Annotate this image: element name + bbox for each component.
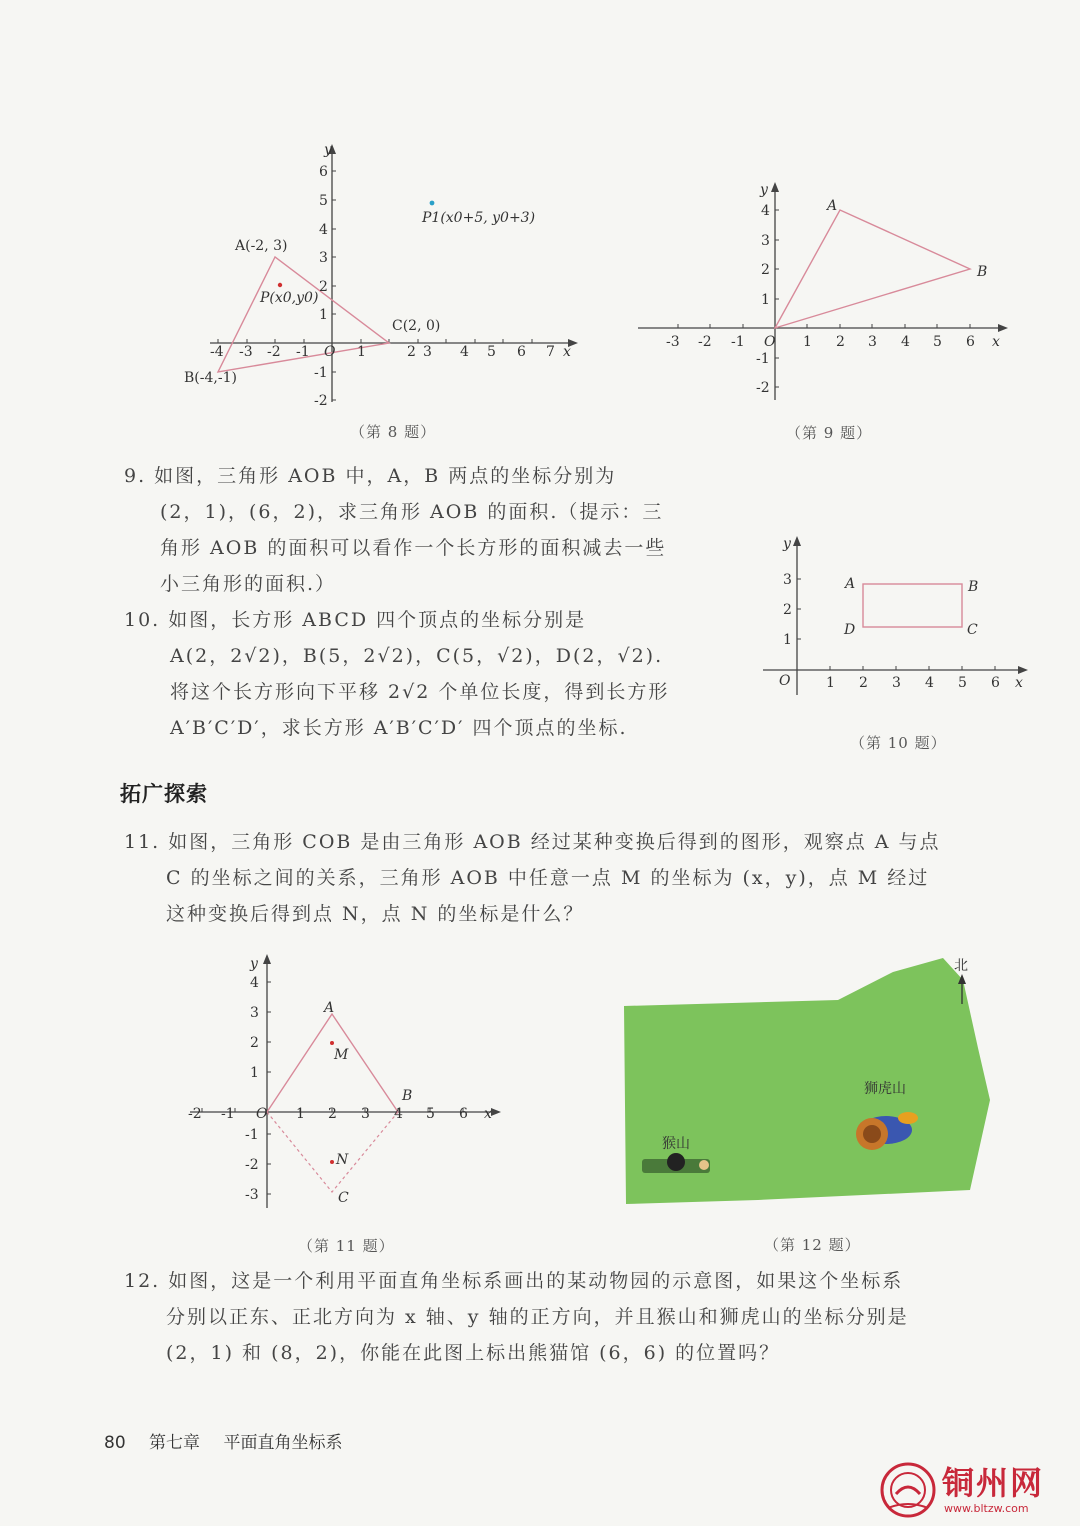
problem-11-line-3: 这种变换后得到点 N，点 N 的坐标是什么？ [166, 903, 585, 925]
fig9-label-a: A [827, 198, 838, 214]
fig8-xtick-6: 2 [407, 344, 416, 360]
fig8-xtick-3: -2 [267, 344, 281, 360]
fig11-xtick-5: 3 [361, 1106, 370, 1122]
fig10-xtick-2: 2 [859, 675, 868, 691]
fig11-ytick-2: 3 [250, 1005, 259, 1021]
fig10-xtick-6: 6 [991, 675, 1000, 691]
fig9-ytick-5: -1 [756, 351, 770, 367]
fig8-xtick-7: 3 [423, 344, 432, 360]
fig8-y-label: y [324, 142, 332, 158]
fig9-ytick-4: 1 [761, 292, 770, 308]
figure-8 [180, 140, 590, 410]
watermark-name: 铜州网 [942, 1464, 1045, 1502]
fig10-y-label: y [783, 536, 791, 552]
fig11-caption: （第 11 题） [298, 1237, 395, 1255]
fig10-xtick-5: 5 [958, 675, 967, 691]
fig10-x-label: x [1015, 675, 1023, 691]
problem-9-line-3: 角形 AOB 的面积可以看作一个长方形的面积减去一些 [160, 537, 667, 559]
fig11-ytick-5: -1 [245, 1127, 259, 1143]
fig10-label-d: D [844, 622, 856, 638]
fig9-ytick-1: 4 [761, 203, 770, 219]
problem-9-line-2: (2，1)，(6，2)，求三角形 AOB 的面积.（提示：三 [160, 501, 664, 523]
fig8-xtick-11: 7 [546, 344, 555, 360]
fig11-label-n: N [336, 1152, 349, 1168]
fig9-xtick-7: 4 [901, 334, 910, 350]
fig10-caption: （第 10 题） [850, 734, 947, 752]
problem-12-line-2: 分别以正东、正北方向为 x 轴、y 轴的正方向，并且猴山和狮虎山的坐标分别是 [166, 1306, 909, 1328]
figure-9 [630, 178, 1020, 404]
fig11-xtick-6: 4 [394, 1106, 403, 1122]
fig10-label-b: B [968, 579, 979, 595]
fig8-xtick-10: 6 [517, 344, 526, 360]
fig9-xtick-3: -1 [731, 334, 745, 350]
fig11-ytick-3: 2 [250, 1035, 259, 1051]
fig11-y-label: y [250, 956, 258, 972]
fig10-label-c: C [967, 622, 978, 638]
fig12-place-monkey: 猴山 [662, 1136, 690, 1152]
watermark-url: www.bltzw.com [944, 1502, 1029, 1515]
fig9-ytick-6: -2 [756, 380, 770, 396]
fig11-label-a: A [324, 1000, 335, 1016]
fig8-ytick-3: 4 [319, 222, 328, 238]
problem-11 [124, 824, 1044, 932]
fig9-y-label: y [760, 182, 768, 198]
fig11-label-b: B [402, 1088, 413, 1104]
fig8-label-b: B(-4,-1) [184, 370, 237, 386]
fig9-ytick-2: 3 [761, 233, 770, 249]
page-footer [104, 1428, 360, 1453]
fig10-ytick-2: 2 [783, 602, 792, 618]
fig11-x-label: x [484, 1106, 492, 1122]
figure-10 [755, 530, 1035, 700]
fig10-origin: O [779, 673, 791, 689]
problem-9-line-4: 小三角形的面积.） [160, 573, 337, 595]
watermark-logo-icon [878, 1460, 938, 1520]
fig8-ytick-5: 2 [319, 279, 328, 295]
problem-12 [124, 1263, 1044, 1371]
fig10-ytick-3: 1 [783, 632, 792, 648]
figure-11 [180, 950, 510, 1215]
fig9-xtick-9: 6 [966, 334, 975, 350]
problem-11-line-2: C 的坐标之间的关系，三角形 AOB 中任意一点 M 的坐标为 (x，y)，点 M 经过 [166, 867, 930, 889]
chapter-number: 第七章 [149, 1433, 201, 1453]
fig10-xtick-4: 4 [925, 675, 934, 691]
fig11-ytick-7: -3 [245, 1187, 259, 1203]
fig11-xtick-2: -1 [221, 1106, 235, 1122]
fig9-origin: O [764, 334, 776, 350]
fig8-label-c: C(2, 0) [392, 318, 441, 334]
fig8-x-label: x [563, 344, 571, 360]
figure-12 [618, 950, 998, 1210]
problem-10 [124, 602, 744, 746]
fig8-ytick-4: 3 [319, 250, 328, 266]
fig12-place-lion: 狮虎山 [864, 1081, 906, 1097]
fig9-xtick-8: 5 [933, 334, 942, 350]
fig11-origin: O [256, 1106, 268, 1122]
fig8-xtick-1: -4 [210, 344, 224, 360]
problem-10-line-1: 10. 如图，长方形 ABCD 四个顶点的坐标分别是 [124, 609, 587, 631]
fig9-label-b: B [977, 264, 988, 280]
problem-12-line-1: 12. 如图，这是一个利用平面直角坐标系画出的某动物园的示意图，如果这个坐标系 [124, 1270, 904, 1292]
fig11-ytick-1: 4 [250, 975, 259, 991]
fig9-caption: （第 9 题） [786, 424, 873, 442]
fig11-xtick-4: 2 [328, 1106, 337, 1122]
fig8-ytick-2: 5 [319, 193, 328, 209]
problem-9-line-1: 9. 如图，三角形 AOB 中，A，B 两点的坐标分别为 [124, 465, 617, 487]
fig9-x-label: x [992, 334, 1000, 350]
fig8-label-a: A(-2, 3) [235, 238, 288, 254]
fig9-xtick-2: -2 [698, 334, 712, 350]
section-title: 拓广探索 [120, 782, 208, 806]
fig9-xtick-5: 2 [836, 334, 845, 350]
fig12-north-label: 北 [954, 958, 968, 974]
fig8-xtick-4: -1 [296, 344, 310, 360]
site-watermark [878, 1458, 1078, 1522]
fig9-xtick-1: -3 [666, 334, 680, 350]
fig8-ytick-8: -2 [314, 393, 328, 409]
fig11-ytick-6: -2 [245, 1157, 259, 1173]
fig10-xtick-1: 1 [826, 675, 835, 691]
fig8-xtick-9: 5 [487, 344, 496, 360]
fig11-xtick-7: 5 [426, 1106, 435, 1122]
fig11-xtick-8: 6 [459, 1106, 468, 1122]
fig10-ytick-1: 3 [783, 572, 792, 588]
fig9-xtick-4: 1 [803, 334, 812, 350]
problem-9 [124, 458, 744, 602]
fig8-ytick-1: 6 [319, 164, 328, 180]
fig10-xtick-3: 3 [892, 675, 901, 691]
chapter-title: 平面直角坐标系 [223, 1433, 343, 1453]
fig11-ytick-4: 1 [250, 1065, 259, 1081]
fig8-xtick-5: 1 [357, 344, 366, 360]
fig11-xtick-1: -2 [188, 1106, 202, 1122]
page-number: 80 [104, 1433, 126, 1453]
fig8-ytick-7: -1 [314, 365, 328, 381]
fig8-label-p: P(x0,y0) [260, 290, 319, 306]
fig8-xtick-2: -3 [239, 344, 253, 360]
fig11-label-m: M [334, 1047, 349, 1063]
fig8-xtick-8: 4 [460, 344, 469, 360]
problem-10-line-4: A′B′C′D′，求长方形 A′B′C′D′ 四个顶点的坐标. [170, 717, 628, 739]
problem-10-line-3: 将这个长方形向下平移 2√2 个单位长度，得到长方形 [170, 681, 670, 703]
fig8-origin: O [324, 344, 336, 360]
fig8-label-p1: P1(x0+5, y0+3) [422, 210, 536, 226]
fig12-caption: （第 12 题） [764, 1236, 861, 1254]
fig11-xtick-3: 1 [296, 1106, 305, 1122]
fig11-label-c: C [338, 1190, 349, 1206]
fig9-ytick-3: 2 [761, 262, 770, 278]
problem-11-line-1: 11. 如图，三角形 COB 是由三角形 AOB 经过某种变换后得到的图形，观察点 A 与点 [124, 831, 941, 853]
fig10-label-a: A [845, 576, 856, 592]
fig8-ytick-6: 1 [319, 307, 328, 323]
problem-10-line-2: A(2，2√2)，B(5，2√2)，C(5，√2)，D(2，√2). [170, 645, 664, 667]
fig9-xtick-6: 3 [868, 334, 877, 350]
fig8-caption: （第 8 题） [350, 423, 437, 441]
problem-12-line-3: (2，1) 和 (8，2)，你能在此图上标出熊猫馆 (6，6) 的位置吗？ [166, 1342, 781, 1364]
